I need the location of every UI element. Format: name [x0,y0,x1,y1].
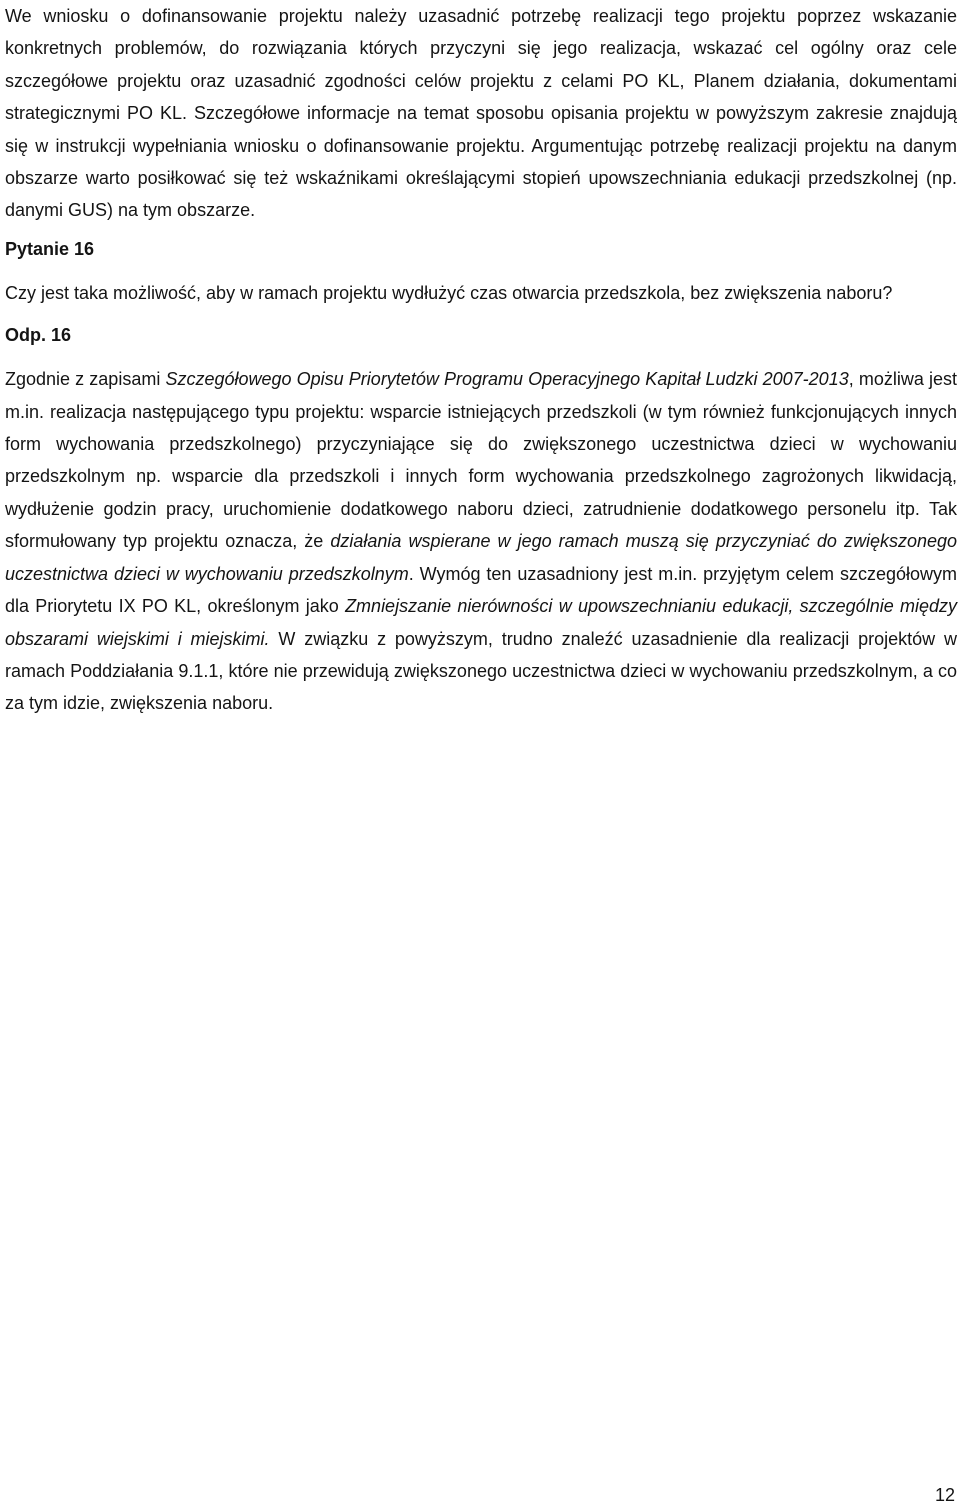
answer-text-2: , możliwa jest m.in. realizacja następującego typu projektu: wsparcie istniejących przedszkoli (w tym również funkcjonujących innych form wychowania przedszkolnego) przyczyniające się do zwiększonego uczestnictwa dzieci w wychowaniu przedszkolnym np. wsparcie dla przedszkoli i innych form wychowania przedszkolnego zagrożonych likwidacją, wydłużenie godzin pracy, uruchomienie dodatkowego naboru dzieci, zatrudnienie dodatkowego personelu itp. Tak sformułowany typ projektu oznacza, że [5,369,957,552]
answer-heading: Odp. 16 [5,325,72,346]
document-page [5,0,957,720]
answer-text-3: . Wymóg ten uzasadniony jest m.in. przyjętym celem szczegółowym dla Priorytetu IX PO KL, określonym jako [5,563,957,617]
intro-paragraph: We wniosku o dofinansowanie projektu należy uzasadnić potrzebę realizacji tego projektu poprzez wskazanie konkretnych problemów, do rozwiązania których przyczyni się jego realizacja, wskazać cel ogólny oraz cele szczegółowe projektu oraz uzasadnić zgodności celów projektu z celami PO KL, Planem działania, dokumentami strategicznymi PO KL. Szczegółowe informacje na temat sposobu opisania projektu w powyższym zakresie znajdują się w instrukcji wypełniania wniosku o dofinansowanie projektu. Argumentując potrzebę realizacji projektu na danym obszarze warto posiłkować się też wskaźnikami określającymi stopień upowszechniania edukacji przedszkolnej (np. danymi GUS) na tym obszarze. [5,6,957,221]
question-text: Czy jest taka możliwość, aby w ramach projektu wydłużyć czas otwarcia przedszkola, bez zwiększenia naboru? [5,282,893,303]
answer-text-1: Zgodnie z zapisami [5,369,166,390]
answer-italic-requirement: działania wspierane w jego ramach muszą się przyczyniać do zwiększonego uczestnictwa dzieci w wychowaniu przedszkolnym [5,531,958,584]
answer-italic-objective: Zmniejszanie nierówności w upowszechnianiu edukacji, szczególnie między obszarami wiejskimi i miejskimi. [5,596,957,649]
answer-italic-program-title: Szczegółowego Opisu Priorytetów Programu Operacyjnego Kapitał Ludzki 2007-2013 [165,369,849,390]
question-heading: Pytanie 16 [5,238,95,259]
page-number: 12 [934,1485,955,1505]
answer-text-4: W związku z powyższym, trudno znaleźć uzasadnienie dla realizacji projektów w ramach Poddziałania 9.1.1, które nie przewidują zwiększonego uczestnictwa dzieci w wychowaniu przedszkolnym, a co za tym idzie, zwiększenia naboru. [5,628,957,714]
answer-paragraph [5,363,957,719]
